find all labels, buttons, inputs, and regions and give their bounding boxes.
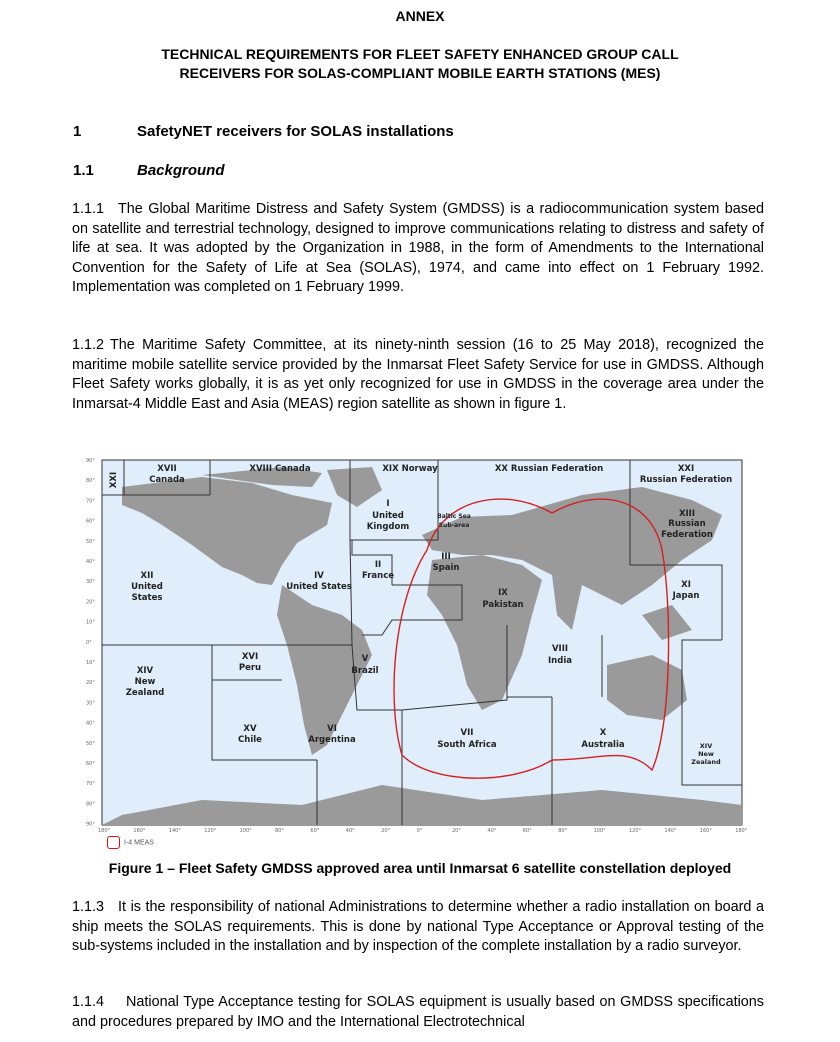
paragraph-1-1-1 xyxy=(72,200,764,298)
paragraph-number: 1.1.3 xyxy=(72,899,105,915)
region-label-france: France xyxy=(361,571,395,581)
region-label-kingdom: Kingdom xyxy=(366,522,410,532)
latitude-tick: 70° xyxy=(86,781,95,788)
region-label-sub-area: Sub-area xyxy=(438,522,470,529)
map-legend xyxy=(107,836,154,849)
region-label-federation: Federation xyxy=(661,530,713,540)
longitude-tick: 160° xyxy=(133,828,146,834)
section-1-1-heading xyxy=(73,162,225,179)
paragraph-1-1-3 xyxy=(72,898,764,957)
region-label-ix: IX xyxy=(498,588,508,598)
paragraph-number: 1.1.1 xyxy=(72,201,105,217)
longitude-tick-labels xyxy=(98,828,748,834)
region-label-chile: Chile xyxy=(238,735,262,745)
legend-label: I-4 MEAS xyxy=(124,839,154,847)
paragraph-number: 1.1.4 xyxy=(72,994,105,1010)
region-label-united-2: United xyxy=(131,582,163,592)
paragraph-1-1-2 xyxy=(72,336,764,414)
region-label-iv: IV xyxy=(314,571,324,581)
paragraph-text: The Global Maritime Distress and Safety System (GMDSS) is a radiocommunication system based on satellite and terrestrial technology, designed to improve communications relating to distress and safety of life at sea. It was adopted by the Organization in 1988, in the form of Amendments to the International Convention for the Safety of Life at Sea (SOLAS), 1974, and came into effect on 1 February 1992. Implementation was completed on 1 February 1999. xyxy=(72,201,764,295)
longitude-tick: 140° xyxy=(168,828,181,834)
region-label-xv: XV xyxy=(243,724,257,734)
paragraph-text: The Maritime Safety Committee, at its ninety-ninth session (16 to 25 May 2018), recognized the maritime mobile satellite service provided by the Inmarsat Fleet Safety Service for use in GMDSS. Although Fleet Safety works globally, it is as yet only recognized for use in GMDSS in the coverage area under the Inmarsat-4 Middle East and Asia (MEAS) region satellite as shown in figure 1. xyxy=(72,337,764,412)
region-label-xviii-canada: XVIII Canada xyxy=(249,464,311,474)
region-label-zealand: Zealand xyxy=(125,688,165,698)
latitude-tick: 70° xyxy=(86,498,95,505)
latitude-tick: 90° xyxy=(86,458,95,464)
longitude-tick: 20° xyxy=(452,828,461,834)
section-title: SafetyNET receivers for SOLAS installations xyxy=(137,123,454,140)
latitude-tick: 40° xyxy=(86,559,95,565)
region-label-xii: XII xyxy=(140,571,154,581)
longitude-tick: 120° xyxy=(204,828,217,834)
region-label-united-states: United States xyxy=(286,582,352,592)
world-map-figure xyxy=(82,455,748,853)
longitude-tick: 140° xyxy=(664,828,677,834)
region-label-new: New xyxy=(134,677,156,687)
region-label-brazil: Brazil xyxy=(351,666,379,676)
latitude-tick: 40° xyxy=(86,720,95,727)
region-label-south-africa: South Africa xyxy=(437,740,497,750)
region-label-spain: Spain xyxy=(432,563,460,573)
latitude-tick-labels xyxy=(86,458,95,828)
region-label-xiv-b: XIV xyxy=(699,742,713,750)
region-label-russian: Russian xyxy=(668,519,706,529)
latitude-tick: 50° xyxy=(86,538,95,545)
region-label-iii: III xyxy=(441,552,451,562)
latitude-tick: 10° xyxy=(86,619,95,626)
latitude-tick: 90° xyxy=(86,821,95,828)
region-label-zealand-b: Zealand xyxy=(691,758,721,766)
region-label-x: X xyxy=(599,728,607,738)
paragraph-number: 1.1.2 xyxy=(72,337,105,353)
region-label-xx-russian-federation: XX Russian Federation xyxy=(494,464,604,474)
region-label-xiv: XIV xyxy=(136,666,154,676)
longitude-tick: 80° xyxy=(275,828,284,834)
longitude-tick: 180° xyxy=(98,828,111,834)
region-label-japan: Japan xyxy=(672,591,700,601)
section-title: Background xyxy=(137,162,225,179)
latitude-tick: 30° xyxy=(86,700,95,707)
region-label-viii: VIII xyxy=(551,644,569,654)
latitude-tick: 50° xyxy=(86,740,95,747)
region-label-states: States xyxy=(131,593,163,603)
annex-heading: ANNEX xyxy=(395,8,445,24)
latitude-tick: 80° xyxy=(86,478,95,485)
longitude-tick: 180° xyxy=(735,828,748,834)
latitude-tick: 20° xyxy=(86,680,95,687)
region-label-xix-norway: XIX Norway xyxy=(382,464,438,474)
region-label-i: I xyxy=(386,499,390,509)
region-label-baltic-sea: Baltic Sea xyxy=(437,513,471,520)
region-label-xvi: XVI xyxy=(241,652,259,662)
region-label-argentina: Argentina xyxy=(308,735,356,745)
latitude-tick: 0° xyxy=(86,639,92,646)
latitude-tick: 60° xyxy=(86,518,95,525)
region-label-india: India xyxy=(548,656,572,666)
region-label-xi: XI xyxy=(681,580,691,590)
longitude-tick: 100° xyxy=(239,828,252,834)
region-label-vii: VII xyxy=(460,728,474,738)
document-title-line1: TECHNICAL REQUIREMENTS FOR FLEET SAFETY ENHANCED GROUP CALL xyxy=(161,46,679,62)
longitude-tick: 40° xyxy=(487,828,497,834)
region-label-united: United xyxy=(372,511,404,521)
legend-swatch-i4-meas xyxy=(107,836,120,849)
region-label-canada: Canada xyxy=(149,475,185,485)
longitude-tick: 120° xyxy=(629,828,642,834)
region-label-xxi-b: XXI xyxy=(677,464,695,474)
longitude-tick: 40° xyxy=(345,828,355,834)
region-label-australia: Australia xyxy=(581,740,625,750)
region-label-v: V xyxy=(361,654,369,664)
figure-caption: Figure 1 – Fleet Safety GMDSS approved area until Inmarsat 6 satellite constellation deployed xyxy=(108,860,732,876)
latitude-tick: 30° xyxy=(86,579,95,586)
latitude-tick: 10° xyxy=(86,660,95,666)
paragraph-1-1-4 xyxy=(72,993,764,1032)
longitude-tick: 80° xyxy=(558,828,568,834)
region-label-new-b: New xyxy=(698,750,714,758)
region-label-vi: VI xyxy=(327,724,337,734)
latitude-tick: 20° xyxy=(86,599,95,606)
region-label-xvii: XVII xyxy=(157,464,177,474)
longitude-tick: 0° xyxy=(416,828,423,834)
region-label-peru: Peru xyxy=(238,663,262,673)
paragraph-text: National Type Acceptance testing for SOLAS equipment is usually based on GMDSS specifications and procedures prepared by IMO and the International Electrotechnical xyxy=(72,994,764,1030)
document-title-line2: RECEIVERS FOR SOLAS-COMPLIANT MOBILE EARTH STATIONS (MES) xyxy=(179,65,661,81)
longitude-tick: 100° xyxy=(593,828,606,834)
longitude-tick: 60° xyxy=(522,828,532,834)
section-1-heading xyxy=(73,123,454,140)
section-number: 1 xyxy=(73,123,82,140)
paragraph-text: It is the responsibility of national Administrations to determine whether a radio installation on board a ship meets the SOLAS requirements. This is done by national Type Acceptance or Approval testing of the sub-systems included in the installation and by inspection of the complete installation by a radio surveyor. xyxy=(72,899,764,954)
longitude-tick: 160° xyxy=(699,828,712,834)
longitude-tick: 60° xyxy=(310,828,320,834)
section-number: 1.1 xyxy=(73,162,94,179)
region-label-pakistan: Pakistan xyxy=(482,600,524,610)
longitude-tick: 20° xyxy=(381,828,391,834)
region-label-xxi: XXI xyxy=(109,471,119,489)
region-label-xiii: XIII xyxy=(678,509,696,519)
region-label-russian-federation: Russian Federation xyxy=(639,475,733,485)
region-label-ii: II xyxy=(374,560,382,570)
latitude-tick: 80° xyxy=(86,801,95,808)
latitude-tick: 60° xyxy=(86,761,95,767)
